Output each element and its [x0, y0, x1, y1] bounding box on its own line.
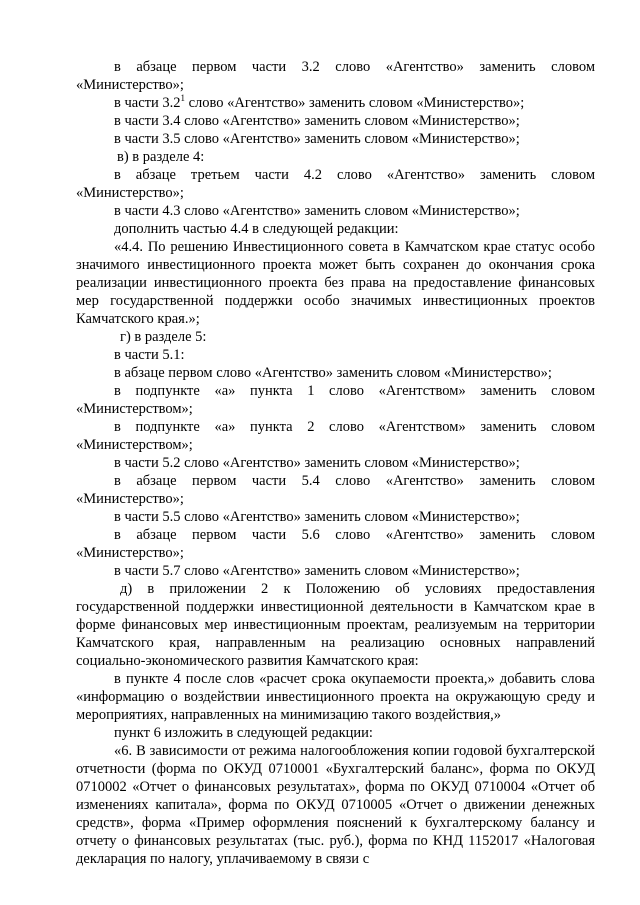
paragraph: в части 5.5 слово «Агентство» заменить словом «Министерство»;	[114, 509, 520, 525]
paragraph: в части 3.4 слово «Агентство» заменить словом «Министерство»;	[114, 113, 520, 129]
paragraph: в абзаце первом части 5.4 слово «Агентство» заменить словом «Министерство»;	[76, 473, 595, 507]
paragraph: в пункте 4 после слов «расчет срока окупаемости проекта,» добавить слова «информацию о воздействии инвестиционного проекта на окружающую среду и мероприятиях, направленных на минимизацию такого воздействия,»	[76, 671, 595, 723]
paragraph: в части 5.1:	[114, 347, 185, 363]
paragraph: в абзаце третьем части 4.2 слово «Агентство» заменить словом «Министерство»;	[76, 167, 595, 201]
paragraph-text: слово «Агентство» заменить словом «Министерство»;	[184, 95, 525, 111]
paragraph: в абзаце первом слово «Агентство» заменить словом «Министерство»;	[114, 365, 552, 381]
paragraph: в части 5.7 слово «Агентство» заменить словом «Министерство»;	[114, 563, 520, 579]
paragraph: в части 4.3 слово «Агентство» заменить словом «Министерство»;	[114, 203, 520, 219]
superscript: 1	[180, 93, 185, 104]
paragraph: в) в разделе 4:	[117, 149, 205, 165]
paragraph: в части 5.2 слово «Агентство» заменить словом «Министерство»;	[114, 455, 520, 471]
paragraph: дополнить частью 4.4 в следующей редакции:	[114, 221, 399, 237]
paragraph: в части 3.5 слово «Агентство» заменить словом «Министерство»;	[114, 131, 520, 147]
paragraph: в абзаце первом части 5.6 слово «Агентство» заменить словом «Министерство»;	[76, 527, 595, 561]
quoted-paragraph: «4.4. По решению Инвестиционного совета в Камчатском крае статус особо значимого инвестиционного проекта может быть сохранен до окончания срока реализации инвестиционного проекта без права на предоставление финансовых мер государственной поддержки особо значимых инвестиционных проектов Камчатского края.»;	[76, 239, 595, 327]
paragraph: пункт 6 изложить в следующей редакции:	[114, 725, 373, 741]
paragraph: в подпункте «а» пункта 2 слово «Агентством» заменить словом «Министерством»;	[76, 419, 595, 453]
paragraph: в абзаце первом части 3.2 слово «Агентство» заменить словом «Министерство»;	[76, 59, 595, 93]
quoted-paragraph: «6. В зависимости от режима налогообложения копии годовой бухгалтерской отчетности (форма по ОКУД 0710001 «Бухгалтерский баланс», форма по ОКУД 0710002 «Отчет о финансовых результатах», форма по ОКУД 0710004 «Отчет об изменениях капитала», форма по ОКУД 0710005 «Отчет о движении денежных средств», форма «Пример оформления пояснений к бухгалтерскому балансу и отчету о финансовых результатах (тыс. руб.), форма по КНД 1152017 «Налоговая декларация по налогу, уплачиваемому в связи с	[76, 743, 595, 867]
paragraph: в подпункте «а» пункта 1 слово «Агентством» заменить словом «Министерством»;	[76, 383, 595, 417]
paragraph: г) в разделе 5:	[120, 329, 207, 345]
paragraph: д) в приложении 2 к Положению об условиях предоставления государственной поддержки инвестиционной деятельности в Камчатском крае в форме финансовых мер инвестиционным проектам, реализуемым на территории Камчатского края, направленным на реализацию основных направлений социально-экономического развития Камчатского края:	[76, 581, 595, 669]
paragraph-text: в части 3.2	[114, 95, 181, 111]
paragraph	[76, 94, 595, 112]
